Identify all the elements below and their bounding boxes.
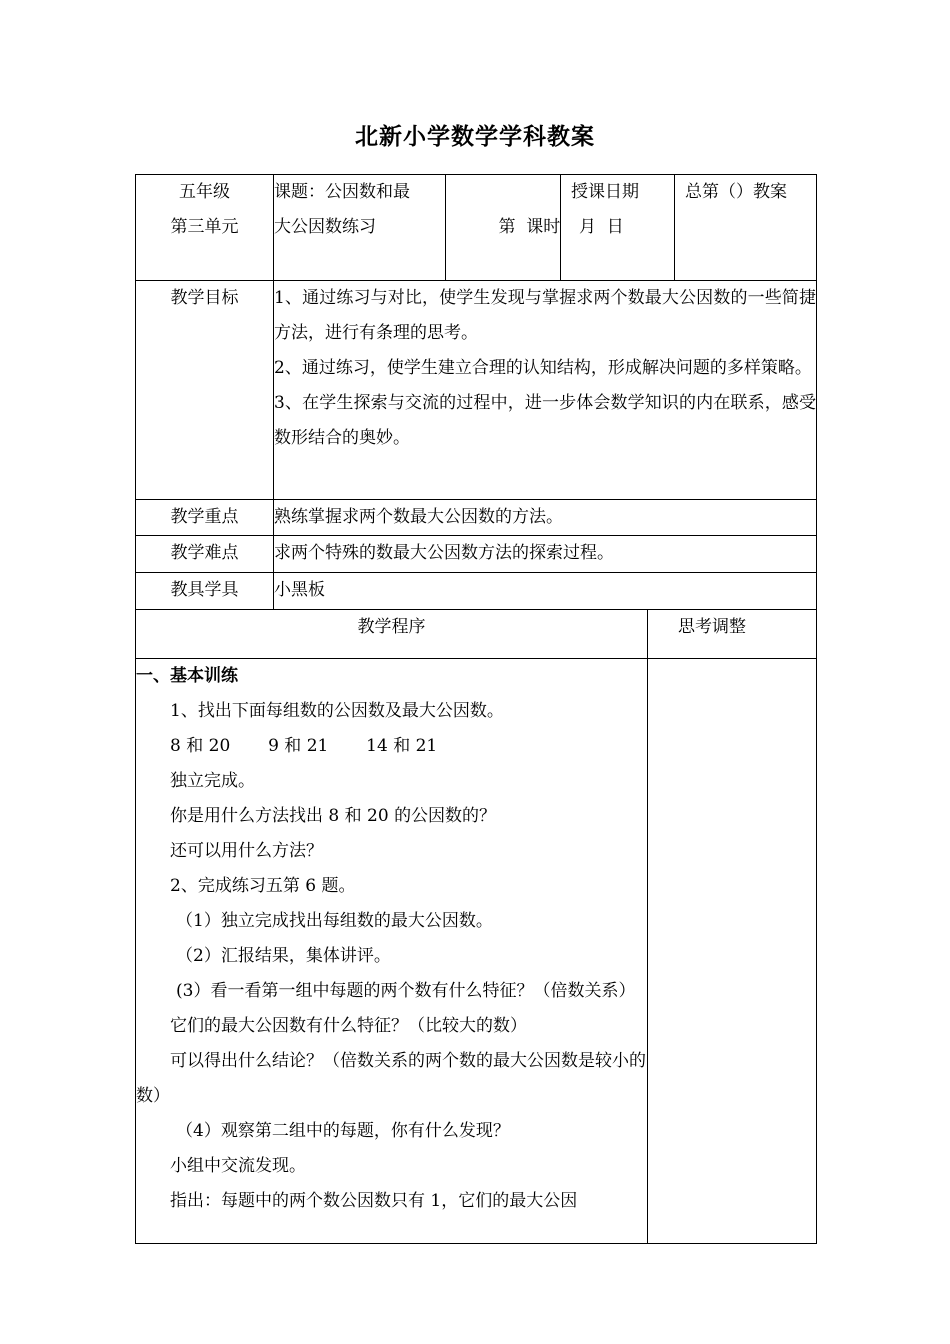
procedure-header-row [136, 610, 817, 659]
procedure-row [136, 659, 817, 1244]
date-label: 授课日期 [571, 182, 639, 202]
procedure-line: （4）观察第二组中的每题，你有什么发现？ [176, 1121, 510, 1141]
topic-line2: 大公因数练习 [274, 217, 376, 237]
goal-item: 1、通过练习与对比，使学生发现与掌握求两个数最大公因数的一些简捷方法，进行有条理的思考。 [274, 288, 816, 343]
goals-content-cell [274, 281, 817, 500]
grade-unit-cell [136, 175, 274, 281]
lesson-plan-table [135, 174, 817, 1244]
difficulty-value: 求两个特殊的数最大公因数方法的探索过程。 [274, 536, 817, 573]
key-point-label: 教学重点 [136, 500, 274, 536]
grade-label: 五年级 [179, 182, 230, 202]
key-point-row [136, 500, 817, 536]
topic-line1: 课题：公因数和最 [274, 182, 410, 202]
procedure-line: 还可以用什么方法？ [170, 841, 323, 861]
unit-label: 第三单元 [170, 217, 239, 237]
header-row [136, 175, 817, 281]
goals-label: 教学目标 [170, 288, 239, 308]
procedure-line: 2、完成练习五第 6 题。 [170, 876, 356, 896]
tools-value: 小黑板 [274, 573, 817, 610]
total-label: 总第（）教案 [685, 182, 787, 202]
procedure-line: 独立完成。 [170, 771, 255, 791]
adjust-column [648, 659, 817, 1244]
page-title: 北新小学数学学科教案 [355, 124, 595, 150]
lesson-cell [446, 175, 561, 281]
date-value: 月 日 [579, 217, 624, 237]
procedure-line: （1）独立完成找出每组数的最大公因数。 [176, 911, 493, 931]
topic-cell [274, 175, 446, 281]
procedure-content [136, 659, 648, 1244]
key-point-value: 熟练掌握求两个数最大公因数的方法。 [274, 500, 817, 536]
procedure-line: 1、找出下面每组数的公因数及最大公因数。 [170, 701, 504, 721]
goal-item: 3、在学生探索与交流的过程中，进一步体会数学知识的内在联系，感受数形结合的奥妙。 [274, 393, 816, 448]
adjust-header: 思考调整 [648, 610, 817, 659]
procedure-line: (3）看一看第一组中每题的两个数有什么特征？（倍数关系） [176, 981, 636, 1001]
procedure-line: （2）汇报结果，集体讲评。 [176, 946, 391, 966]
procedure-line: 指出：每题中的两个数公因数只有 1，它们的最大公因 [170, 1191, 578, 1211]
procedure-line: 8 和 20 9 和 21 14 和 21 [170, 736, 438, 756]
difficulty-label: 教学难点 [136, 536, 274, 573]
procedure-header: 教学程序 [136, 610, 648, 659]
difficulty-row [136, 536, 817, 573]
lesson-label: 第 课时 [498, 217, 561, 237]
procedure-line: 小组中交流发现。 [170, 1156, 306, 1176]
goals-row [136, 281, 817, 500]
total-cell [675, 175, 817, 281]
section-heading: 一、基本训练 [136, 666, 238, 686]
procedure-line: 它们的最大公因数有什么特征？（比较大的数） [170, 1016, 527, 1036]
procedure-line: 可以得出什么结论？（倍数关系的两个数的最大公因数是较小的数） [136, 1051, 646, 1106]
tools-label: 教具学具 [136, 573, 274, 610]
procedure-line: 你是用什么方法找出 8 和 20 的公因数的？ [170, 806, 497, 826]
tools-row [136, 573, 817, 610]
goal-item: 2、通过练习，使学生建立合理的认知结构，形成解决问题的多样策略。 [274, 358, 812, 378]
goals-label-cell [136, 281, 274, 500]
date-cell [561, 175, 675, 281]
